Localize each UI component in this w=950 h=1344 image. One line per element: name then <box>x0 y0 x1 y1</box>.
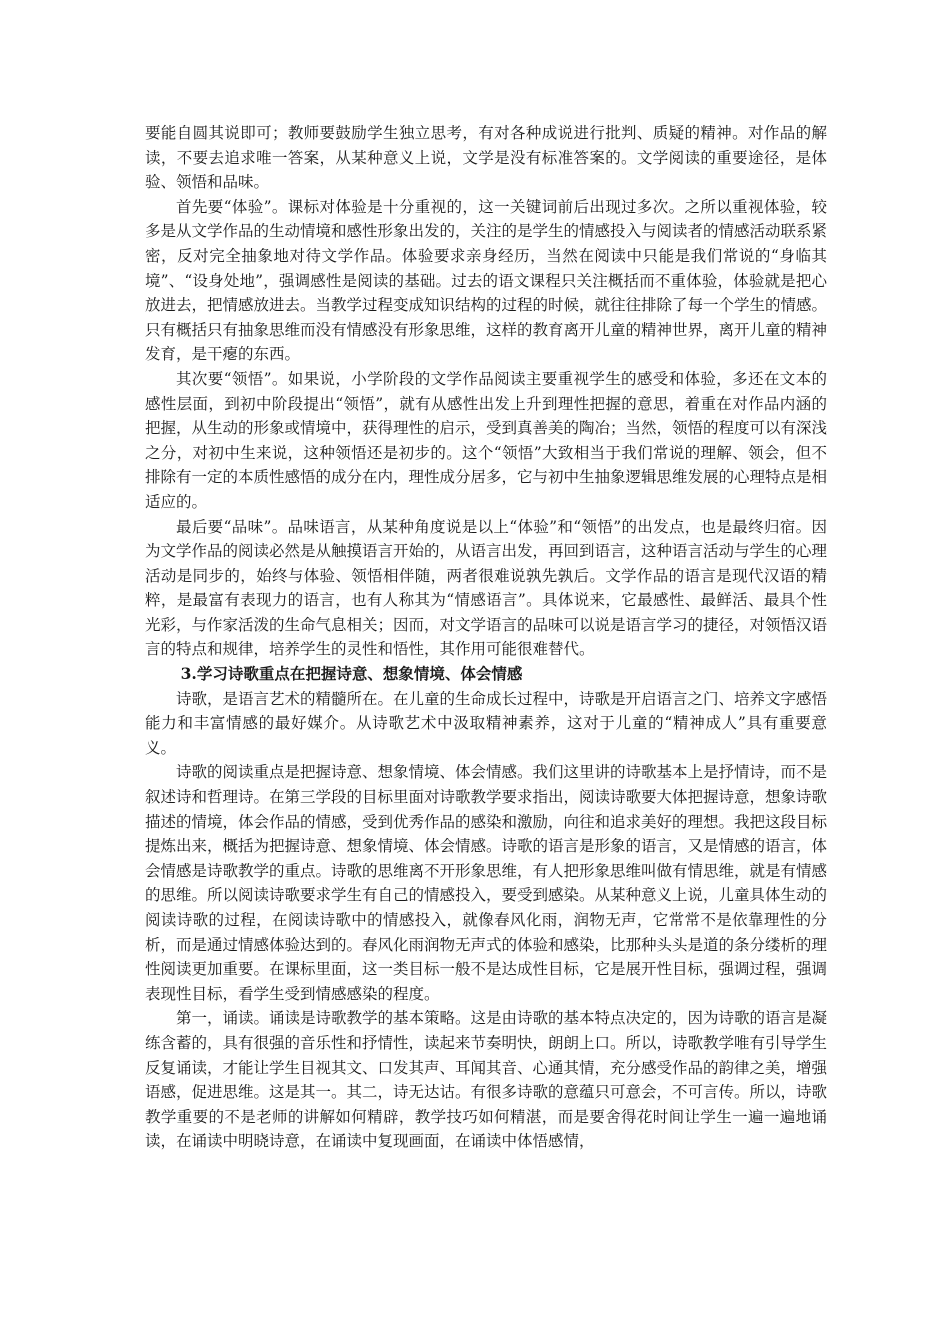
paragraph-poetry-focus: 诗歌的阅读重点是把握诗意、想象情境、体会情感。我们这里讲的诗歌基本上是抒情诗，而不是叙述诗和哲理诗。在第三学段的目标里面对诗歌教学要求指出，阅读诗歌要大体把握诗意，想象诗歌描述的情境，体会作品的情感，受到优秀作品的感染和激励，向往和追求美好的理想。我把这段目标提炼出来，概括为把握诗意、想象情境、体会情感。诗歌的语言是形象的语言，又是情感的语言，体会情感是诗歌教学的重点。诗歌的思维离不开形象思维，有人把形象思维叫做有情思维，就是有情感的思维。所以阅读诗歌要求学生有自己的情感投入，要受到感染。从某种意义上说，儿童具体生动的阅读诗歌的过程，在阅读诗歌中的情感投入，就像春风化雨，润物无声，它常常不是依靠理性的分析，而是通过情感体验达到的。春风化雨润物无声式的体验和感染，比那种头头是道的条分缕析的理性阅读更加重要。在课标里面，这一类目标一般不是达成性目标，它是展开性目标，强调过程，强调表现性目标，看学生受到情感感染的程度。 <box>145 763 828 1003</box>
document-body <box>145 121 827 1154</box>
paragraph-appreciation: 最后要“品味”。品味语言，从某种角度说是以上“体验”和“领悟”的出发点，也是最终归宿。因为文学作品的阅读必然是从触摸语言开始的，从语言出发，再回到语言，这种语言活动与学生的心理活动是同步的，始终与体验、领悟相伴随，两者很难说孰先孰后。文学作品的语言是现代汉语的精粹，是最富有表现力的语言，也有人称其为“情感语言”。具体说来，它最感性、最鲜活、最具个性光彩，与作家活泼的生命气息相关；因而，对文学语言的品味可以说是语言学习的捷径，对领悟汉语言的特点和规律，培养学生的灵性和悟性，其作用可能很难替代。 <box>145 517 828 659</box>
paragraph-recitation: 第一，诵读。诵读是诗歌教学的基本策略。这是由诗歌的基本特点决定的，因为诗歌的语言是凝练含蓄的，具有很强的音乐性和抒情性，读起来节奏明快，朗朗上口。所以，诗歌教学唯有引导学生反复诵读，才能让学生目视其文、口发其声、耳闻其音、心通其情，充分感受作品的韵律之美，增强语感，促进思维。这是其一。其二，诗无达诂。有很多诗歌的意蕴只可意会，不可言传。所以，诗歌教学重要的不是老师的讲解如何精辟，教学技巧如何精湛，而是要舍得花时间让学生一遍一遍地诵读，在诵读中明晓诗意，在诵读中复现画面，在诵读中体悟感情， <box>145 1009 828 1151</box>
section-heading: 3.学习诗歌重点在把握诗意、想象情境、体会情感 <box>180 664 523 684</box>
paragraph-comprehension: 其次要“领悟”。如果说，小学阶段的文学作品阅读主要重视学生的感受和体验，多还在文本的感性层面，到初中阶段提出“领悟”，就有从感性出发上升到理性把握的意思，着重在对作品内涵的把握，从生动的形象或情境中，获得理性的启示，受到真善美的陶冶；当然，领悟的程度可以有深浅之分，对初中生来说，这种领悟还是初步的。这个“领悟”大致相当于我们常说的理解、领会，但不排除有一定的本质性感悟的成分在内，理性成分居多，它与初中生抽象逻辑思维发展的心理特点是相适应的。 <box>145 369 828 511</box>
paragraph-experience: 首先要“体验”。课标对体验是十分重视的，这一关键词前后出现过多次。之所以重视体验，较多是从文学作品的生动情境和感性形象出发的，关注的是学生的情感投入与阅读者的情感活动联系紧密，反对完全抽象地对待文学作品。体验要求亲身经历，当然在阅读中只能是我们常说的“身临其境”、“设身处地”，强调感性是阅读的基础。过去的语文课程只关注概括而不重体验，体验就是把心放进去，把情感放进去。当教学过程变成知识结构的过程的时候，就往往排除了每一个学生的情感。只有概括只有抽象思维而没有情感没有形象思维，这样的教育离开儿童的精神世界，离开儿童的精神发育，是干瘪的东西。 <box>145 197 828 364</box>
paragraph-continuation: 要能自圆其说即可；教师要鼓励学生独立思考，有对各种成说进行批判、质疑的精神。对作品的解读，不要去追求唯一答案，从某种意义上说，文学是没有标准答案的。文学阅读的重要途径，是体验、领悟和品味。 <box>145 124 827 192</box>
paragraph-poetry-intro: 诗歌，是语言艺术的精髓所在。在儿童的生命成长过程中，诗歌是开启语言之门、培养文字感悟能力和丰富情感的最好媒介。从诗歌艺术中汲取精神素养，这对于儿童的“精神成人”具有重要意义。 <box>145 689 828 757</box>
